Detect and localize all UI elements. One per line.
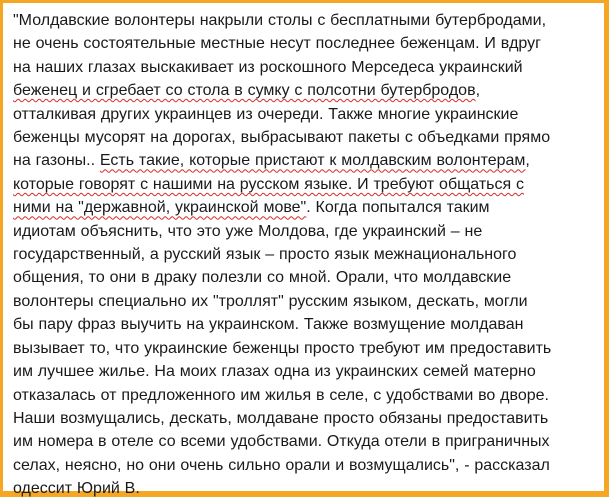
quote-line <box>13 430 593 453</box>
quote-line <box>13 266 593 289</box>
quote-text-segment: вызывает то, что украинские беженцы просто требуют им предоставить <box>13 339 552 357</box>
quote-line <box>13 149 593 172</box>
quote-text-segment: беженцы мусорят на дорогах, выбрасывают пакеты с объедками прямо <box>13 129 551 147</box>
quote-text-segment: волонтеры специально их "троллят" русским языком, дескать, могли <box>13 292 528 310</box>
quote-line <box>13 313 593 336</box>
quote-text-segment: селах, неясно, но они очень сильно орали и возмущались", - рассказал <box>13 456 550 474</box>
quote-text-segment: "Молдавские волонтеры накрыли столы с бесплатными бутербродами, <box>13 12 547 29</box>
quote-line <box>13 56 593 79</box>
quote-text-segment: отказалась от предложенного им жилья в селе, с удобствами во дворе. <box>13 386 549 404</box>
quote-line <box>13 103 593 126</box>
underlined-passage: Есть такие, которые пристают к молдавским волонтерам <box>99 152 526 170</box>
underlined-passage: которые говорят с нашими на русском языке. И требуют общаться с <box>13 175 524 193</box>
quote-text <box>13 9 593 501</box>
quote-line <box>13 32 593 55</box>
quote-line <box>13 454 593 477</box>
underlined-passage: беженец и сгребает со стола в сумку с полсотни бутербродов <box>13 82 476 100</box>
quote-text-segment: идиотам объяснить, что это уже Молдова, где украинский – не <box>13 222 483 240</box>
quote-text-segment: на газоны.. <box>13 152 100 170</box>
quote-line <box>13 290 593 313</box>
quote-line <box>13 220 593 243</box>
quote-line <box>13 243 593 266</box>
quote-text-segment: отталкивая других украинцев из очереди. Также многие украинские <box>13 105 519 123</box>
quote-line <box>13 126 593 149</box>
underlined-passage: ними на "державной, украинской мове" <box>13 199 307 217</box>
quote-text-segment: , <box>525 152 530 170</box>
quote-text-segment: им номера в отеле со всеми удобствами. Откуда отели в приграничных <box>13 433 550 451</box>
quote-line <box>13 407 593 430</box>
quote-line <box>13 173 593 196</box>
quote-text-segment: . Когда попытался таким <box>306 199 490 217</box>
quote-line <box>13 9 593 32</box>
quote-text-segment: бы пару фраз выучить на украинском. Также возмущение молдаван <box>13 316 524 334</box>
quote-line <box>13 384 593 407</box>
quote-text-segment: общения, то они в драку полезли со мной. Орали, что молдавские <box>13 269 512 287</box>
quote-text-segment: на наших глазах выскакивает из роскошного Мерседеса украинский <box>13 58 523 76</box>
quote-attribution: одессит Юрий В. <box>13 480 140 498</box>
quote-line <box>13 477 593 500</box>
quote-text-segment: Наши возмущались, дескать, молдаване просто обязаны предоставить <box>13 409 549 427</box>
quote-text-segment: им лучшее жилье. На моих глазах одна из украинских семей матерно <box>13 363 536 381</box>
quote-text-segment: , <box>475 82 481 100</box>
quote-text-segment: государственный, а русский язык – просто язык межнационального <box>13 246 517 264</box>
quote-line <box>13 337 593 360</box>
quote-text-segment: не очень состоятельные местные несут последнее беженцам. И вдруг <box>13 35 541 53</box>
quote-line <box>13 360 593 383</box>
quote-line <box>13 79 593 102</box>
quote-line <box>13 196 593 219</box>
